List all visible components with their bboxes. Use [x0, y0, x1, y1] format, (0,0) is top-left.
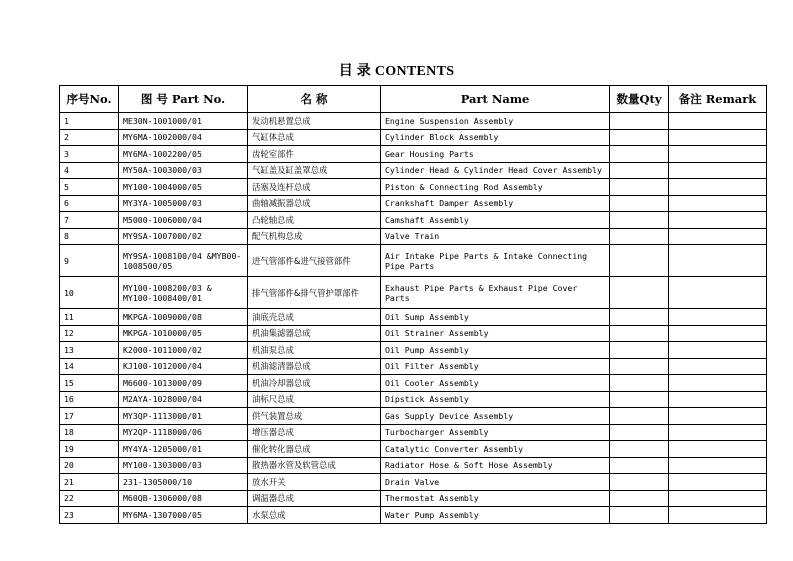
cell-part-no: 231-1305000/10	[119, 474, 248, 491]
cell-remark	[669, 490, 767, 507]
cell-part-no: MY100-1303000/03	[119, 457, 248, 474]
cell-remark	[669, 342, 767, 359]
header-name-cn: 名 称	[248, 86, 381, 113]
cell-no: 12	[60, 325, 119, 342]
cell-qty	[610, 424, 669, 441]
table-row	[60, 507, 767, 524]
table-row	[60, 441, 767, 458]
cell-name-cn: 油底壳总成	[248, 309, 381, 326]
cell-qty	[610, 277, 669, 309]
cell-qty	[610, 391, 669, 408]
cell-part-name: Radiator Hose & Soft Hose Assembly	[381, 457, 610, 474]
cell-qty	[610, 441, 669, 458]
cell-name-cn: 曲轴减振器总成	[248, 195, 381, 212]
cell-name-cn: 散热器水管及软管总成	[248, 457, 381, 474]
cell-remark	[669, 358, 767, 375]
cell-name-cn: 油标尺总成	[248, 391, 381, 408]
cell-name-cn: 排气管部件&排气管护罩部件	[248, 277, 381, 309]
page-title: 目 录 CONTENTS	[338, 64, 455, 79]
cell-no: 3	[60, 146, 119, 163]
cell-part-name: Water Pump Assembly	[381, 507, 610, 524]
cell-no: 14	[60, 358, 119, 375]
cell-qty	[610, 375, 669, 392]
cell-qty	[610, 129, 669, 146]
cell-remark	[669, 441, 767, 458]
cell-qty	[610, 309, 669, 326]
cell-remark	[669, 212, 767, 229]
cell-remark	[669, 245, 767, 277]
cell-remark	[669, 309, 767, 326]
cell-name-cn: 进气管部件&进气接管部件	[248, 245, 381, 277]
table-row	[60, 228, 767, 245]
cell-part-name: Oil Cooler Assembly	[381, 375, 610, 392]
cell-qty	[610, 228, 669, 245]
table-row	[60, 195, 767, 212]
cell-qty	[610, 342, 669, 359]
cell-part-name: Crankshaft Damper Assembly	[381, 195, 610, 212]
cell-name-cn: 气缸体总成	[248, 129, 381, 146]
table-row	[60, 342, 767, 359]
cell-part-name: Turbocharger Assembly	[381, 424, 610, 441]
cell-name-cn: 发动机悬置总成	[248, 113, 381, 130]
header-no: 序号No.	[60, 86, 119, 113]
table-row	[60, 309, 767, 326]
cell-part-no: MY3QP-1113000/01	[119, 408, 248, 425]
cell-name-cn: 机油滤清器总成	[248, 358, 381, 375]
cell-part-name: Gas Supply Device Assembly	[381, 408, 610, 425]
table-row	[60, 375, 767, 392]
header-qty: 数量Qty	[610, 86, 669, 113]
cell-no: 10	[60, 277, 119, 309]
cell-part-name: Oil Sump Assembly	[381, 309, 610, 326]
table-row	[60, 245, 767, 277]
cell-qty	[610, 195, 669, 212]
table-row	[60, 325, 767, 342]
cell-qty	[610, 325, 669, 342]
cell-qty	[610, 408, 669, 425]
cell-name-cn: 活塞及连杆总成	[248, 179, 381, 196]
table-row	[60, 358, 767, 375]
cell-no: 18	[60, 424, 119, 441]
cell-qty	[610, 179, 669, 196]
cell-remark	[669, 146, 767, 163]
cell-name-cn: 放水开关	[248, 474, 381, 491]
cell-remark	[669, 162, 767, 179]
cell-name-cn: 机油冷却器总成	[248, 375, 381, 392]
table-body	[60, 113, 767, 524]
header-row	[60, 86, 767, 113]
cell-remark	[669, 113, 767, 130]
cell-remark	[669, 507, 767, 524]
cell-remark	[669, 277, 767, 309]
cell-part-name: Drain Valve	[381, 474, 610, 491]
cell-no: 19	[60, 441, 119, 458]
cell-part-name: Engine Suspension Assembly	[381, 113, 610, 130]
table-row	[60, 457, 767, 474]
cell-remark	[669, 424, 767, 441]
cell-part-no: M5000-1006000/04	[119, 212, 248, 229]
cell-part-no: MY100-1004000/05	[119, 179, 248, 196]
cell-no: 16	[60, 391, 119, 408]
cell-no: 1	[60, 113, 119, 130]
cell-name-cn: 供气装置总成	[248, 408, 381, 425]
cell-remark	[669, 195, 767, 212]
contents-table	[59, 85, 767, 524]
cell-no: 7	[60, 212, 119, 229]
cell-part-no: M6600-1013000/09	[119, 375, 248, 392]
cell-part-name: Oil Filter Assembly	[381, 358, 610, 375]
cell-remark	[669, 228, 767, 245]
cell-part-no: MY2QP-1118000/06	[119, 424, 248, 441]
cell-part-name: Catalytic Converter Assembly	[381, 441, 610, 458]
cell-part-name: Camshaft Assembly	[381, 212, 610, 229]
cell-remark	[669, 179, 767, 196]
cell-qty	[610, 245, 669, 277]
cell-remark	[669, 129, 767, 146]
cell-no: 11	[60, 309, 119, 326]
cell-part-no: MY9SA-1008100/04 &MYB00-1008500/05	[119, 245, 248, 277]
cell-qty	[610, 474, 669, 491]
cell-name-cn: 配气机构总成	[248, 228, 381, 245]
cell-remark	[669, 408, 767, 425]
table-row	[60, 490, 767, 507]
cell-name-cn: 凸轮轴总成	[248, 212, 381, 229]
cell-part-no: MKPGA-1010000/05	[119, 325, 248, 342]
header-part-name: Part Name	[381, 86, 610, 113]
header-part-no: 图 号 Part No.	[119, 86, 248, 113]
table-row	[60, 408, 767, 425]
cell-part-no: MY9SA-1007000/02	[119, 228, 248, 245]
cell-remark	[669, 325, 767, 342]
cell-qty	[610, 457, 669, 474]
cell-remark	[669, 375, 767, 392]
cell-qty	[610, 113, 669, 130]
cell-no: 4	[60, 162, 119, 179]
cell-remark	[669, 391, 767, 408]
cell-part-no: M60QB-1306000/08	[119, 490, 248, 507]
cell-remark	[669, 457, 767, 474]
cell-qty	[610, 490, 669, 507]
cell-name-cn: 水泵总成	[248, 507, 381, 524]
table-row	[60, 113, 767, 130]
cell-remark	[669, 474, 767, 491]
cell-qty	[610, 162, 669, 179]
cell-name-cn: 齿轮室部件	[248, 146, 381, 163]
table-row	[60, 277, 767, 309]
table-row	[60, 129, 767, 146]
table-row	[60, 146, 767, 163]
cell-part-name: Cylinder Block Assembly	[381, 129, 610, 146]
cell-part-name: Piston & Connecting Rod Assembly	[381, 179, 610, 196]
cell-part-name: Dipstick Assembly	[381, 391, 610, 408]
cell-part-name: Oil Pump Assembly	[381, 342, 610, 359]
cell-part-name: Valve Train	[381, 228, 610, 245]
cell-no: 22	[60, 490, 119, 507]
cell-part-no: ME30N-1001000/01	[119, 113, 248, 130]
cell-name-cn: 催化转化器总成	[248, 441, 381, 458]
cell-qty	[610, 146, 669, 163]
cell-no: 9	[60, 245, 119, 277]
cell-no: 6	[60, 195, 119, 212]
cell-part-no: MY4YA-1205000/01	[119, 441, 248, 458]
cell-part-no: MY6MA-1002000/04	[119, 129, 248, 146]
cell-no: 23	[60, 507, 119, 524]
header-remark: 备注 Remark	[669, 86, 767, 113]
cell-name-cn: 机油集滤器总成	[248, 325, 381, 342]
cell-part-name: Oil Strainer Assembly	[381, 325, 610, 342]
cell-no: 17	[60, 408, 119, 425]
table-row	[60, 391, 767, 408]
cell-name-cn: 气缸盖及缸盖罩总成	[248, 162, 381, 179]
table-row	[60, 212, 767, 229]
cell-part-no: MY6MA-1307000/05	[119, 507, 248, 524]
cell-qty	[610, 212, 669, 229]
table-row	[60, 424, 767, 441]
cell-no: 20	[60, 457, 119, 474]
cell-part-name: Gear Housing Parts	[381, 146, 610, 163]
cell-part-name: Thermostat Assembly	[381, 490, 610, 507]
cell-part-no: KJ100-1012000/04	[119, 358, 248, 375]
cell-name-cn: 机油泵总成	[248, 342, 381, 359]
cell-no: 15	[60, 375, 119, 392]
cell-no: 5	[60, 179, 119, 196]
cell-part-no: MY50A-1003000/03	[119, 162, 248, 179]
cell-part-no: MY3YA-1005000/03	[119, 195, 248, 212]
cell-no: 21	[60, 474, 119, 491]
cell-part-no: MY100-1008200/03 & MY100-1008400/01	[119, 277, 248, 309]
cell-part-no: MY6MA-1002200/05	[119, 146, 248, 163]
cell-part-name: Air Intake Pipe Parts & Intake Connecting Pipe Parts	[381, 245, 610, 277]
cell-part-no: MKPGA-1009000/08	[119, 309, 248, 326]
cell-no: 13	[60, 342, 119, 359]
table-row	[60, 474, 767, 491]
cell-qty	[610, 358, 669, 375]
cell-part-no: K2000-1011000/02	[119, 342, 248, 359]
cell-part-name: Cylinder Head & Cylinder Head Cover Assembly	[381, 162, 610, 179]
table-row	[60, 162, 767, 179]
table-row	[60, 179, 767, 196]
cell-qty	[610, 507, 669, 524]
cell-no: 8	[60, 228, 119, 245]
cell-no: 2	[60, 129, 119, 146]
cell-part-name: Exhaust Pipe Parts & Exhaust Pipe Cover Parts	[381, 277, 610, 309]
cell-part-no: M2AYA-1028000/04	[119, 391, 248, 408]
cell-name-cn: 增压器总成	[248, 424, 381, 441]
cell-name-cn: 调温器总成	[248, 490, 381, 507]
